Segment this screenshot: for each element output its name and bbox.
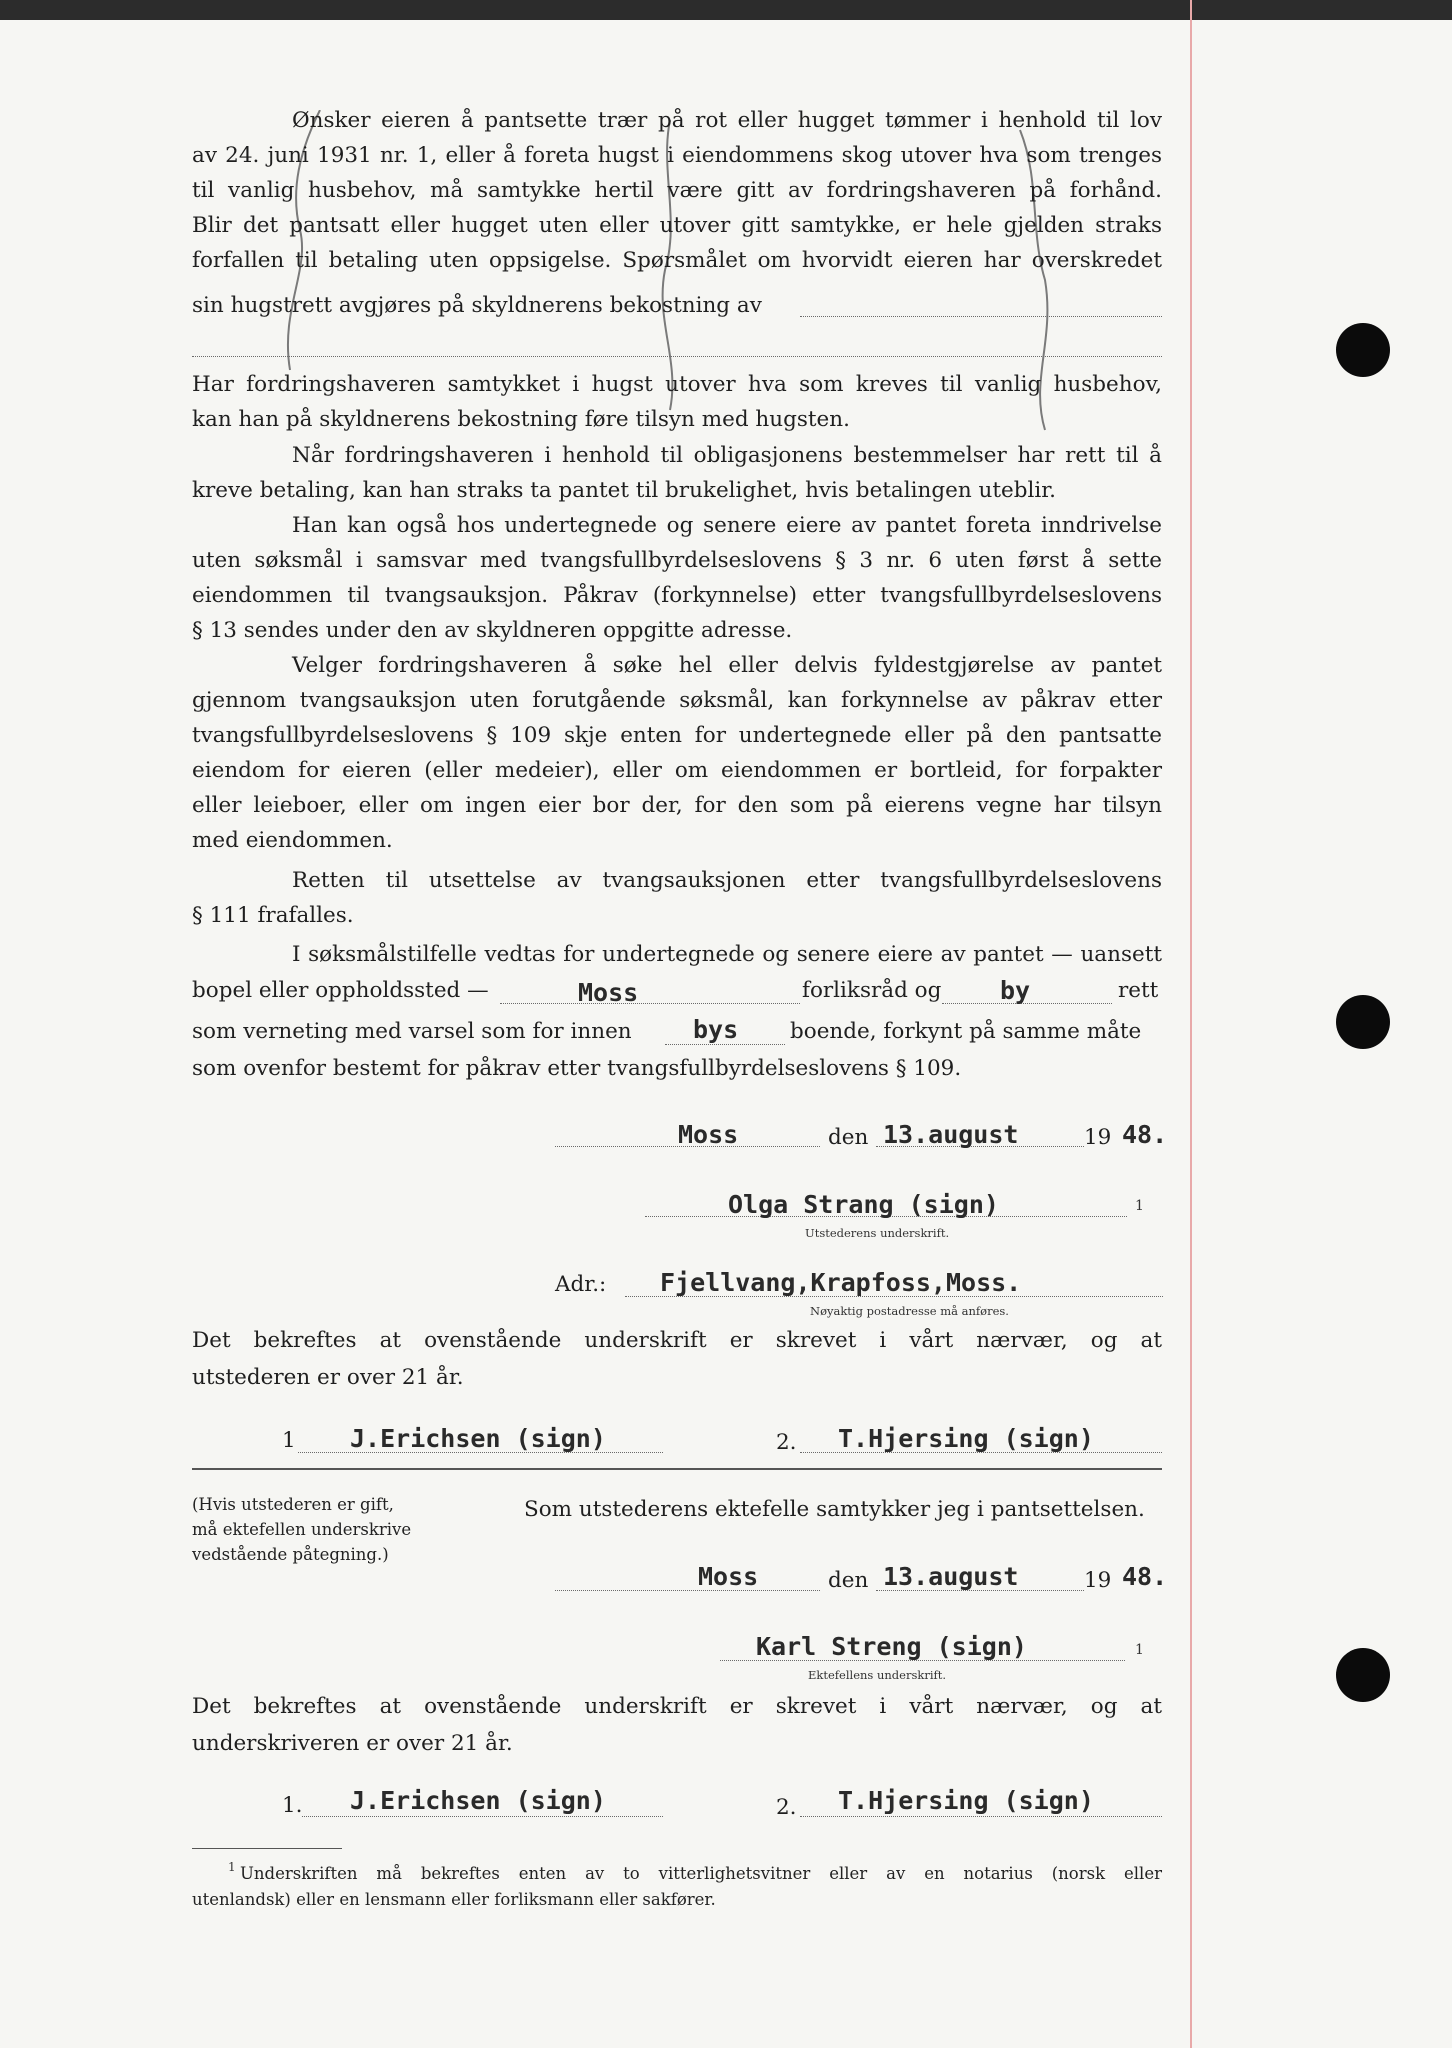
witness-1-signature: J.Erichsen (sign): [350, 1424, 606, 1453]
text-line: § 13 sendes under den av skyldneren oppgitte adresse.: [192, 618, 793, 643]
footnote-rule: [192, 1848, 342, 1849]
blank-field: [665, 1044, 785, 1045]
filled-place: Moss: [678, 1120, 739, 1149]
filled-forliksrad: Moss: [578, 978, 639, 1007]
punch-hole: [1336, 1648, 1390, 1702]
text-line: eiendom for eieren (eller medeier), eller om eiendommen er bortleid, for forpakter: [192, 758, 1162, 783]
text-line: Han kan også hos undertegnede og senere eiere av pantet foreta inndrivelse: [292, 513, 1162, 538]
signature-line: [800, 1816, 1162, 1817]
punch-hole: [1336, 995, 1390, 1049]
witness-2-signature: T.Hjersing (sign): [838, 1424, 1094, 1453]
issuer-signature: Olga Strang (sign): [728, 1190, 999, 1219]
address-label: Adr.:: [555, 1272, 607, 1297]
punch-hole: [1336, 323, 1390, 377]
text-line: underskriveren er over 21 år.: [192, 1731, 513, 1756]
witness-number: 1.: [282, 1793, 303, 1818]
text-line: Det bekreftes at ovenstående underskrift er skrevet i vårt nærvær, og at: [192, 1694, 1162, 1719]
text-line: av 24. juni 1931 nr. 1, eller å foreta hugst i eiendommens skog utover hva som trenges: [192, 143, 1162, 168]
text-line: utstederen er over 21 år.: [192, 1365, 464, 1390]
witness-2-signature: T.Hjersing (sign): [838, 1786, 1094, 1815]
text-line: Velger fordringshaveren å søke hel eller delvis fyldestgjørelse av pantet: [292, 653, 1162, 678]
scan-border: [0, 0, 1452, 20]
filled-year: 48.: [1122, 1562, 1168, 1591]
text-line: sin hugstrett avgjøres på skyldnerens bekostning av: [192, 293, 762, 318]
text-line: gjennom tvangsauksjon uten forutgående søksmål, kan forkynnelse av påkrav etter: [192, 688, 1162, 713]
year-prefix: 19: [1084, 1125, 1112, 1150]
address-value: Fjellvang,Krapfoss,Moss.: [660, 1268, 1022, 1297]
spouse-consent: Som utstederens ektefelle samtykker jeg i pantsettelsen.: [524, 1497, 1145, 1522]
spouse-note: (Hvis utstederen er gift,: [192, 1495, 394, 1514]
text-line: kreve betaling, kan han straks ta pantet til brukelighet, hvis betalingen uteblir.: [192, 478, 1056, 503]
text-line: forfallen til betaling uten oppsigelse. Spørsmålet om hvorvidt eieren har overskredet: [192, 248, 1162, 273]
filled-date: 13.august: [883, 1120, 1019, 1149]
blank-field: [800, 316, 1162, 317]
text-fragment: forliksråd og: [802, 978, 942, 1003]
text-line: Ønsker eieren å pantsette trær på rot eller hugget tømmer i henhold til lov: [292, 108, 1162, 133]
filled-date: 13.august: [883, 1562, 1019, 1591]
text-fragment: som ovenfor bestemt for påkrav etter tvangsfullbyrdelseslovens § 109.: [192, 1056, 962, 1081]
blank-field: [555, 1590, 820, 1591]
spouse-caption: Ektefellens underskrift.: [808, 1668, 947, 1682]
text-fragment: rett: [1118, 978, 1159, 1003]
text-line: kan han på skyldnerens bekostning føre tilsyn med hugsten.: [192, 407, 850, 432]
text-line: med eiendommen.: [192, 828, 393, 853]
text-line: Når fordringshaveren i henhold til obligasjonens bestemmelser har rett til å: [292, 443, 1162, 468]
spouse-signature: Karl Streng (sign): [756, 1632, 1027, 1661]
label-den: den: [828, 1125, 869, 1150]
text-fragment: bopel eller oppholdssted —: [192, 978, 489, 1003]
footnote-text: utenlandsk) eller en lensmann eller forliksmann eller sakfører.: [192, 1890, 716, 1909]
label-den: den: [828, 1568, 869, 1593]
text-line: til vanlig husbehov, må samtykke hertil være gitt av fordringshaveren på forhånd.: [192, 178, 1162, 203]
footnote-ref: 1: [1135, 1642, 1144, 1658]
footnote-text: Underskriften må bekreftes enten av to vitterlighetsvitner eller av en notarius (norsk eller: [240, 1864, 1162, 1883]
text-line: Har fordringshaveren samtykket i hugst utover hva som kreves til vanlig husbehov,: [192, 372, 1162, 397]
blank-field: [192, 356, 1162, 357]
signature-line: [302, 1816, 663, 1817]
text-line: Det bekreftes at ovenstående underskrift er skrevet i vårt nærvær, og at: [192, 1328, 1162, 1353]
spouse-note: vedstående påtegning.): [192, 1545, 389, 1564]
year-prefix: 19: [1084, 1568, 1112, 1593]
filled-rett: by: [1000, 976, 1031, 1005]
section-divider: [192, 1468, 1162, 1470]
witness-number: 2.: [776, 1795, 797, 1820]
text-line: I søksmålstilfelle vedtas for undertegnede og senere eiere av pantet — uansett: [292, 942, 1162, 967]
text-line: Blir det pantsatt eller hugget uten eller utover gitt samtykke, er hele gjelden straks: [192, 213, 1162, 238]
footnote-mark: 1: [228, 1860, 236, 1874]
text-line: Retten til utsettelse av tvangsauksjonen etter tvangsfullbyrdelseslovens: [292, 868, 1162, 893]
filled-year: 48.: [1122, 1120, 1168, 1149]
witness-number: 2.: [776, 1430, 797, 1455]
filled-place: Moss: [698, 1562, 759, 1591]
text-line: eller leieboer, eller om ingen eier bor der, for den som på eierens vegne har tilsyn: [192, 793, 1162, 818]
text-fragment: boende, forkynt på samme måte: [790, 1019, 1142, 1044]
margin-line: [1190, 0, 1192, 2048]
witness-1-signature: J.Erichsen (sign): [350, 1786, 606, 1815]
witness-number: 1: [282, 1428, 296, 1453]
address-caption: Nøyaktig postadresse må anføres.: [810, 1304, 1009, 1318]
footnote-ref: 1: [1135, 1198, 1144, 1214]
spouse-note: må ektefellen underskrive: [192, 1520, 412, 1539]
text-line: § 111 frafalles.: [192, 903, 354, 928]
text-fragment: som verneting med varsel som for innen: [192, 1019, 632, 1044]
text-line: eiendommen til tvangsauksjon. Påkrav (forkynnelse) etter tvangsfullbyrdelseslovens: [192, 583, 1162, 608]
issuer-caption: Utstederens underskrift.: [805, 1226, 950, 1240]
blank-field: [500, 1003, 800, 1004]
text-line: tvangsfullbyrdelseslovens § 109 skje enten for undertegnede eller på den pantsatte: [192, 723, 1162, 748]
filled-innen: bys: [693, 1015, 739, 1044]
text-line: uten søksmål i samsvar med tvangsfullbyrdelseslovens § 3 nr. 6 uten først å sette: [192, 548, 1162, 573]
